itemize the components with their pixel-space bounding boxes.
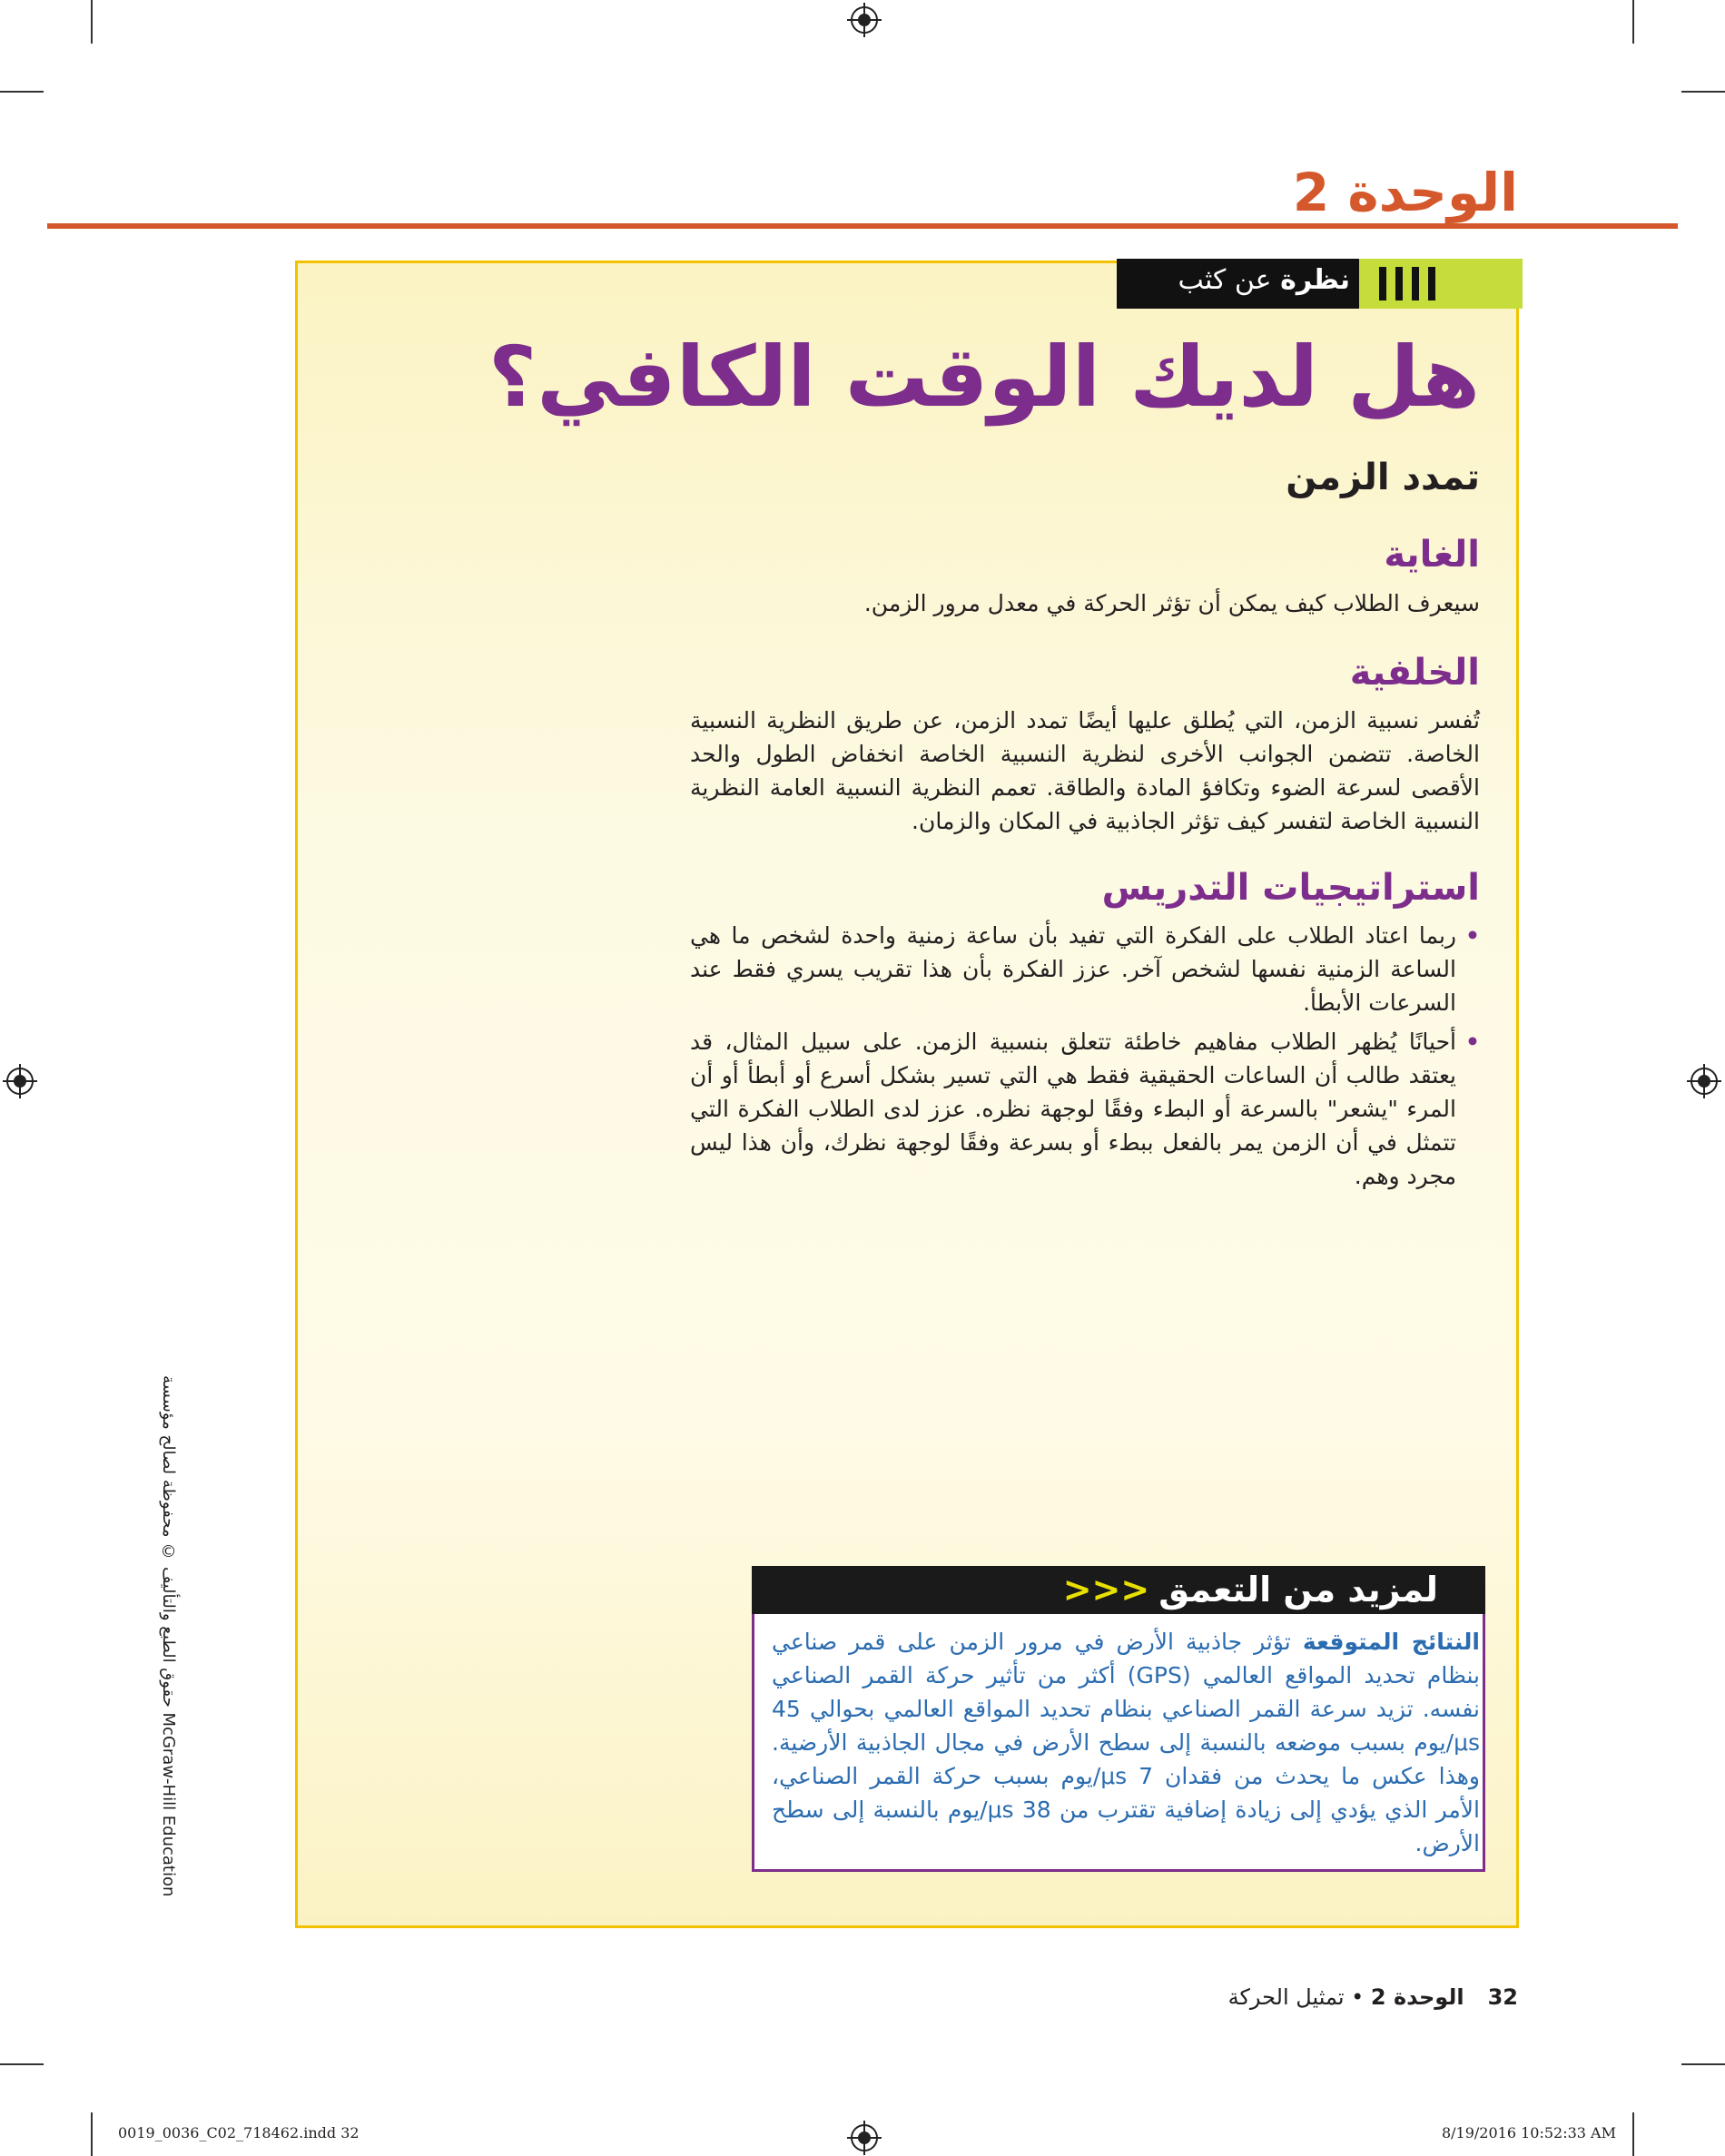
registration-mark-icon [6, 1068, 34, 1095]
deeper-label: النتائج المتوقعة [1302, 1629, 1480, 1655]
list-item-text: أحيانًا يُظهر الطلاب مفاهيم خاطئة تتعلق بنسبية الزمن. على سبيل المثال، قد يعتقد طالب أن الساعات الحقيقية فقط هي التي تسير بشكل أسرع أو أبطأ أو أن المرء "يشعر" بالسرعة أو البطء وفقًا لوجهة نظره. عزز لدى الطلاب الفكرة التي تتمثل في أن الزمن يمر بالفعل ببطء أو بسرعة وفقًا لوجهة نظرك، وأن هذا ليس مجرد وهم. [690, 1029, 1456, 1189]
page-number: 32 [1487, 1984, 1518, 2010]
ribbon-label-bold: نظرة [1280, 264, 1350, 296]
strategies-heading: استراتيجيات التدريس [1101, 867, 1480, 909]
crop-mark [1632, 0, 1634, 44]
page-footer [1228, 1984, 1518, 2010]
ribbon-stripes [1359, 259, 1523, 309]
goal-text: سيعرف الطلاب كيف يمكن أن تؤثر الحركة في معدل مرور الزمن. [863, 590, 1480, 616]
header-divider [47, 223, 1678, 229]
crop-mark [0, 2063, 44, 2065]
ribbon-label-rest: عن كثب [1178, 264, 1281, 296]
list-item [690, 1025, 1480, 1193]
footer-separator: • [1344, 1984, 1371, 2010]
crop-mark [1632, 2112, 1634, 2156]
deeper-heading [1063, 1570, 1438, 1610]
copyright-credit: حقوق الطبع والتأليف © محفوظة لصالح مؤسسة McGraw-Hill Education [159, 1375, 178, 1897]
deeper-header [752, 1566, 1485, 1614]
crop-mark [1681, 91, 1725, 93]
footer-unit: الوحدة 2 [1370, 1984, 1464, 2010]
goal-heading: الغاية [1384, 534, 1480, 576]
crop-mark [0, 91, 44, 93]
crop-mark [91, 2112, 93, 2156]
unit-title: الوحدة 2 [1292, 162, 1518, 223]
list-item-text: ربما اعتاد الطلاب على الفكرة التي تفيد بأن ساعة زمنية واحدة لشخص ما هي الساعة الزمنية نفسها لشخص آخر. عزز الفكرة بأن هذا تقريب يسري فقط عند السرعات الأبطأ. [690, 922, 1456, 1016]
crop-mark [91, 0, 93, 44]
deeper-body: تؤثر جاذبية الأرض في مرور الزمن على قمر صناعي بنظام تحديد المواقع العالمي (GPS) أكثر من تأثير حركة القمر الصناعي نفسه. تزيد سرعة القمر الصناعي بنظام تحديد المواقع العالمي بحوالي 45 μs/يوم بسبب موضعه بالنسبة إلى سطح الأرض في مجال الجاذبية الأرضية. وهذا عكس ما يحدث من فقدان 7 μs/يوم بسبب حركة القمر الصناعي، الأمر الذي يؤدي إلى زيادة إضافية تقترب من 38 μs/يوم بالنسبة إلى سطح الأرض. [772, 1629, 1481, 1856]
ribbon-label [1178, 264, 1350, 296]
list-item [690, 919, 1480, 1019]
footer-chapter: تمثيل الحركة [1227, 1984, 1345, 2010]
arrows-icon: <<< [1062, 1570, 1150, 1610]
strategies-list [690, 919, 1480, 1198]
bullet-icon: • [1465, 922, 1480, 949]
registration-mark-icon [851, 6, 878, 34]
registration-mark-icon [851, 2124, 878, 2151]
bullet-icon: • [1465, 1029, 1480, 1055]
background-heading: الخلفية [1349, 652, 1480, 694]
deeper-heading-text: لمزيد من التعمق [1158, 1570, 1438, 1610]
background-text: تُفسر نسبية الزمن، التي يُطلق عليها أيضًا تمدد الزمن، عن طريق النظرية النسبية الخاصة. تتضمن الجوانب الأخرى لنظرية النسبية الخاصة انخفاض الطول والحد الأقصى لسرعة الضوء وتكافؤ المادة والطاقة. تعمم النظرية النسبية العامة النظرية النسبية الخاصة لتفسر كيف تؤثر الجاذبية في المكان والزمان. [690, 707, 1480, 834]
registration-mark-icon [1690, 1068, 1718, 1095]
page-subtitle: تمدد الزمن [1286, 457, 1480, 498]
page-title: هل لديك الوقت الكافي؟ [488, 329, 1480, 426]
crop-mark [1681, 2063, 1725, 2065]
slug-date: 8/19/2016 10:52:33 AM [1441, 2124, 1616, 2141]
deeper-text [772, 1625, 1480, 1860]
feature-ribbon [1117, 259, 1523, 309]
slug-filename: 0019_0036_C02_718462.indd 32 [118, 2124, 360, 2141]
